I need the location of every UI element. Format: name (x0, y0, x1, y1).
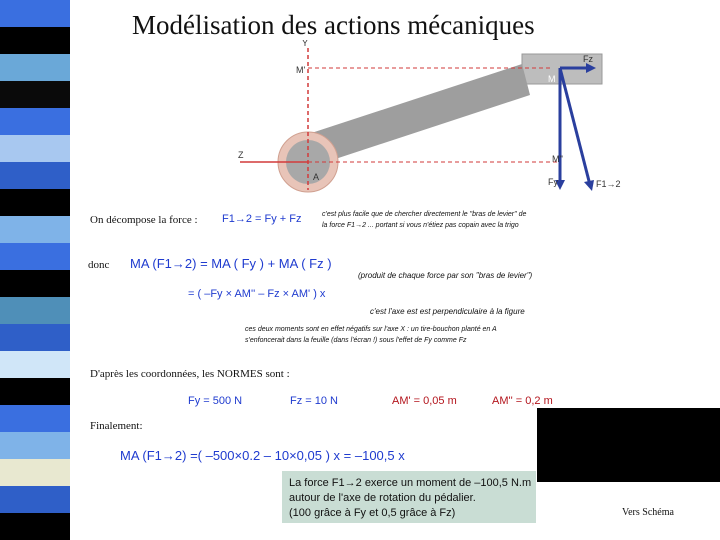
result-box (282, 471, 536, 523)
finally-label: Finalement: (90, 420, 143, 432)
label-z: Z (238, 150, 244, 160)
label-fz: Fz (583, 54, 593, 64)
coordinates-intro: D'après les coordonnées, les NORMES sont : (90, 368, 290, 380)
am-prime-value: AM' = 0,05 m (392, 395, 457, 407)
result-line-2: autour de l'axe de rotation du pédalier. (289, 492, 476, 504)
donc-label: donc (88, 259, 110, 271)
label-m-prime: M' (296, 65, 306, 75)
am-second-value: AM'' = 0,2 m (492, 395, 553, 407)
result-line-1: La force F1→2 exerce un moment de –100,5 N.m (289, 477, 532, 489)
pedal-crank-diagram (230, 40, 630, 200)
negative-moment-note-1: ces deux moments sont en effet négatifs sur l'axe X : un tire-bouchon planté en A (245, 326, 497, 333)
label-a: A (313, 172, 320, 182)
moment-equation: MA (F1→2) = MA ( Fy ) + MA ( Fz ) (130, 256, 332, 271)
negative-moment-note-2: s'enfoncerait dans la feuille (dans l'écran !) sous l'effet de Fy comme Fz (245, 337, 467, 344)
decompose-equation: F1→2 = Fy + Fz (222, 213, 302, 225)
result-line-3: (100 grâce à Fy et 0,5 grâce à Fz) (289, 507, 456, 519)
fy-value: Fy = 500 N (188, 395, 243, 407)
final-equation: MA (F1→2) =( –500×0.2 – 10×0,05 ) x = –100,5 x (120, 448, 405, 463)
label-y: Y (302, 40, 309, 48)
label-f12: F1→2 (596, 179, 621, 189)
decorative-side-strip (0, 0, 70, 540)
page-title: Modélisation des actions mécaniques (132, 10, 535, 40)
black-overlay-box (537, 408, 720, 482)
axis-note: c'est l'axe est est perpendiculaire à la figure (370, 307, 525, 316)
fz-value: Fz = 10 N (290, 395, 338, 407)
decompose-label: On décompose la force : (90, 214, 198, 226)
decompose-note-1: c'est plus facile que de chercher directement le "bras de levier" de (322, 211, 527, 218)
label-fy: Fy (548, 177, 558, 187)
cross-product-equation: = ( –Fy × AM'' – Fz × AM' ) x (188, 288, 326, 300)
product-note: (produit de chaque force par son "bras de levier") (358, 271, 533, 280)
decompose-note-2: la force F1→2 ... portant si vous n'étiez pas copain avec la trigo (322, 222, 519, 229)
label-m: M (548, 74, 556, 84)
vers-schema-link[interactable]: Vers Schéma (622, 507, 674, 518)
label-m-second: M'' (552, 154, 563, 164)
